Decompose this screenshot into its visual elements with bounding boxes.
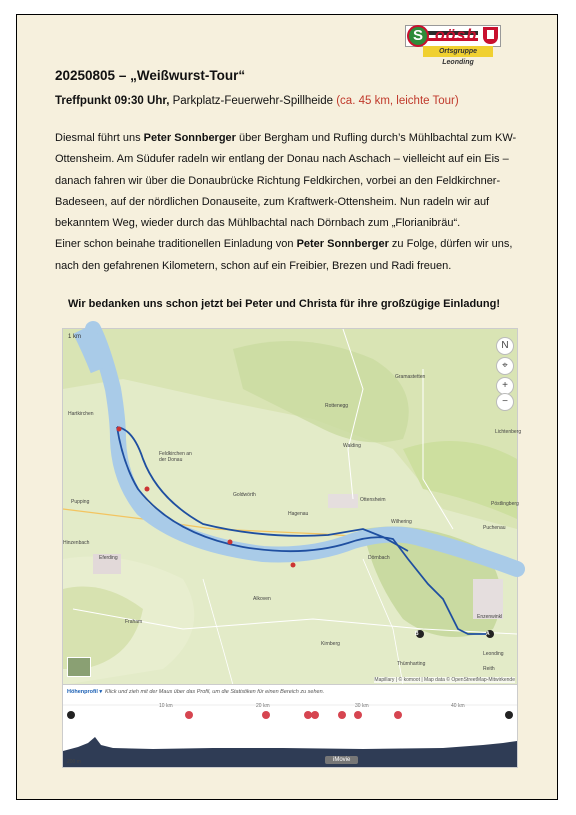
place-label: Feldkirchen an der Donau: [159, 451, 192, 463]
zoom-out-button[interactable]: −: [496, 393, 514, 411]
place-label: Fraham: [125, 619, 143, 625]
elevation-chart: [63, 685, 517, 767]
route-map[interactable]: [62, 328, 522, 686]
place-label: Enzenwinkl: [477, 614, 503, 620]
place-label: Lichtenberg: [495, 429, 522, 435]
tour-title: 20250805 – „Weißwurst-Tour“: [55, 68, 246, 83]
map-attribution: Mapillary | © komoot | Map data © OpenStreetMap-Mitwirkende: [374, 677, 515, 683]
place-label: Alkoven: [253, 596, 271, 602]
thanks-line: Wir bedanken uns schon jetzt bei Peter und Christa für ihre großzügige Einladung!: [68, 298, 500, 310]
imovie-button[interactable]: iMovie: [325, 756, 358, 764]
desc-text: zu Folge, dürfen wir uns, nach den gefahrenen Kilometern, schon auf ein Freibier, Brezen und Radi freuen.: [55, 238, 513, 272]
place-label: Walding: [343, 443, 361, 449]
place-label: Rottenegg: [325, 403, 349, 409]
km-tick: 40 km: [451, 703, 465, 709]
guide-name: Peter Sonnberger: [143, 132, 236, 144]
km-tick: 20 km: [256, 703, 270, 709]
route-start-marker: A: [486, 631, 490, 637]
club-logo: [405, 25, 501, 66]
logo-subtitle: Ortsgruppe Leonding: [423, 46, 493, 57]
meeting-place: Parkplatz-Feuerwehr-Spillheide: [169, 95, 337, 107]
place-label: Kirnberg: [321, 641, 340, 647]
place-label: Pupping: [71, 499, 90, 505]
desc-text: Diesmal führt uns: [55, 132, 144, 144]
logo-emblem: S: [407, 25, 429, 47]
tour-description: [55, 128, 525, 277]
desc-text: Einer schon beinahe traditionellen Einladung von: [55, 238, 297, 251]
route-end-marker: B: [415, 631, 419, 637]
km-tick: 30 km: [355, 703, 369, 709]
compass-button[interactable]: N: [496, 337, 514, 355]
profile-label[interactable]: Höhenprofil ▾: [67, 689, 103, 695]
locate-button[interactable]: ⌖: [496, 357, 514, 375]
elevation-min-label: 200 m: [67, 759, 81, 765]
crest-icon: [483, 27, 498, 44]
place-label: Reith: [483, 666, 495, 672]
place-label: Gramastetten: [395, 374, 426, 380]
elevation-profile[interactable]: [62, 684, 518, 768]
profile-hint: Klick und zieh mit der Maus über das Profil, um die Statistiken für einen Bereich zu sehen.: [105, 689, 325, 695]
km-tick: 10 km: [159, 703, 173, 709]
place-label: Hagenau: [288, 511, 309, 517]
place-label: Puchenau: [483, 525, 506, 531]
map-canvas: [63, 329, 517, 685]
place-label: Thürnharting: [397, 661, 426, 667]
place-label: Wilhering: [391, 519, 412, 525]
layers-icon[interactable]: [67, 657, 91, 677]
desc-text: über Bergham und Rufling durch’s Mühlbachtal zum KW-Ottensheim. Am Südufer radeln wir entlang der Donau nach Aschach – vielleicht auf ein Eis – danach fahren wir über die Donaubrücke Richtung Feldkirchen, vorbei an den Feldkirchner-Badeseen, auf der nördlichen Donauseite, zum Kraftwerk-Ottensheim. Nun radeln wir auf bekanntem Weg, wieder durch das Mühlbachtal nach Dörnbach zum „Florianibräu“.: [55, 132, 517, 230]
guide-name: Peter Sonnberger: [296, 238, 389, 251]
place-label: Pöstlingberg: [491, 501, 519, 507]
place-label: Leonding: [483, 651, 504, 657]
meeting-point: [55, 95, 459, 107]
place-label: Eferding: [99, 555, 118, 561]
place-label: Goldwörth: [233, 492, 256, 498]
place-label: Dörnbach: [368, 555, 390, 561]
map-scale: 1 km: [68, 334, 82, 340]
place-label: Hinzenbach: [63, 540, 90, 546]
place-label: Hartkirchen: [68, 411, 94, 417]
zoom-in-button[interactable]: +: [496, 377, 514, 395]
logo-wordmark: oösb: [435, 27, 478, 44]
place-label: Ottensheim: [360, 497, 386, 503]
meeting-time: Treffpunkt 09:30 Uhr,: [55, 95, 170, 107]
tour-info: (ca. 45 km, leichte Tour): [336, 95, 459, 107]
